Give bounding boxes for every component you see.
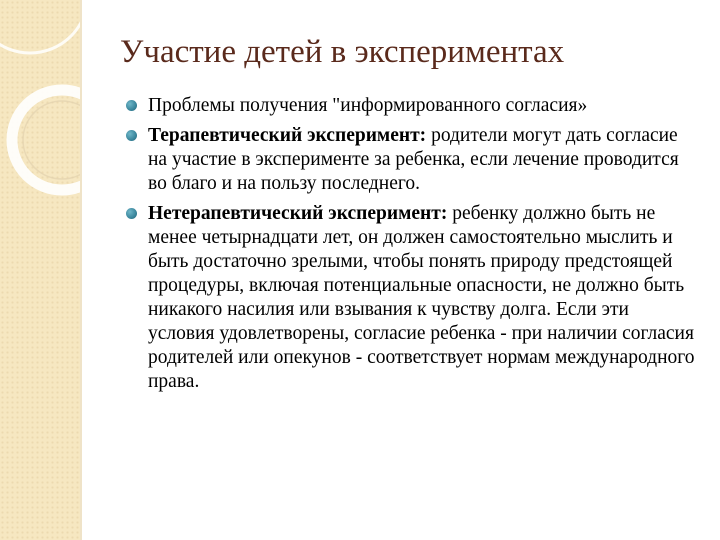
bullet-item — [126, 94, 696, 118]
bullet-term: Терапевтический эксперимент: — [148, 125, 427, 146]
bullet-term: Нетерапевтический эксперимент: — [148, 203, 448, 224]
bullet-icon — [126, 100, 137, 111]
decorative-side-strip — [0, 0, 80, 540]
bullet-list — [126, 94, 696, 400]
slide-title: Участие детей в экспериментах — [120, 34, 565, 70]
decorative-circles — [0, 0, 80, 540]
strip-edge — [80, 0, 82, 540]
bullet-icon — [126, 130, 137, 141]
bullet-text: ребенку должно быть не менее четырнадцати лет, он должен самостоятельно мыслить и быть достаточно зрелыми, чтобы понять природу предстоящей процедуры, включая потенциальные опасности, не должно быть никакого насилия или взывания к чувству долга. Если эти условия удовлетворены, согласие ребенка - при наличии согласия родителей или опекунов - соответствует нормам международного права. — [148, 203, 695, 392]
bullet-item — [126, 124, 696, 196]
bullet-text: родители могут дать согласие на участие в эксперименте за ребенка, если лечение проводится во благо и на пользу последнего. — [148, 125, 679, 194]
bullet-icon — [126, 208, 137, 219]
bullet-item — [126, 202, 696, 394]
bullet-text: Проблемы получения "информированного согласия» — [148, 95, 588, 116]
